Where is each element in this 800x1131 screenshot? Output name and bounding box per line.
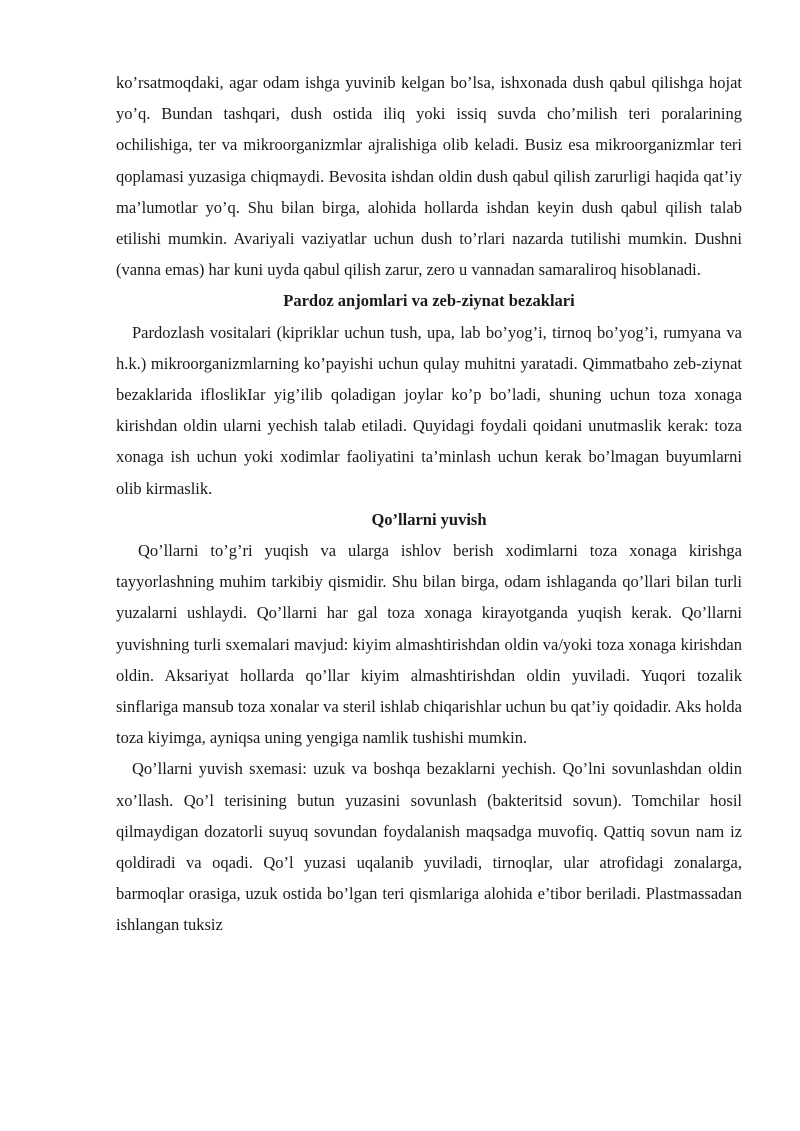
paragraph-hand-washing-scheme: Qo’llarni yuvish sxemasi: uzuk va boshqa bezaklarni yechish. Qo’lni sovunlashdan oldin xo’llash. Qo’l terisining butun yuzasini sovunlash (bakteritsid sovun). Tomchilar hosil qilmaydigan dozatorli suyuq sovundan foydalanish maqsadga muvofiq. Qattiq sovun nam iz qoldiradi va oqadi. Qo’l yuzasi uqalanib yuviladi, tirnoqlar, ular atrofidagi zonalarga, barmoqlar orasiga, uzuk ostida bo’lgan teri qismlariga alohida e’tibor beriladi. Plastmassadan ishlangan tuksiz xyxy=(116,759,742,935)
paragraph-shower: ko’rsatmoqdaki, agar odam ishga yuvinib kelgan bo’lsa, ishxonada dush qabul qilishga hojat yo’q. Bundan tashqari, dush ostida iliq yoki issiq suvda cho’milish teri poralarining ochilishiga, ter va mikroorganizmlar ajralishiga olib keladi. Busiz esa mikroorganizmlar teri qoplamasi yuzasiga chiqmaydi. Bevosita ishdan oldin dush qabul qilish zarurligi haqida qat’iy ma’lumotlar yo’q. Shu bilan birga, alohida hollarda ishdan keyin dush qabul qilish talab etilishi mumkin. Avariyali vaziyatlar uchun dush to’rlari nazarda tutilishi mumkin. Dushni (vanna emas) har kuni uyda qabul qilish zarur, zero u vannadan samaraliroq hisoblanadi. xyxy=(116,73,742,280)
document-page xyxy=(116,67,742,941)
heading-cosmetics-jewelry: Pardoz anjomlari va zeb-ziynat bezaklari xyxy=(283,291,575,311)
paragraph-hand-washing: Qo’llarni to’g’ri yuqish va ularga ishlov berish xodimlarni toza xonaga kirishga tayyorlashning muhim tarkibiy qismidir. Shu bilan birga, odam ishlaganda qo’llari bilan turli yuzalarni ushlaydi. Qo’llarni har gal toza xonaga kirayotganda yuqish kerak. Qo’llarni yuvishning turli sxemalari mavjud: kiyim almashtirishdan oldin va/yoki toza xonaga kirishdan oldin. Aksariyat hollarda qo’llar kiyim almashtirishdan oldin yuviladi. Yuqori tozalik sinflariga mansub toza xonalar va steril ishlab chiqarishlar uchun bu qat’iy qoidadir. Aks holda toza kiyimga, ayniqsa uning yengiga namlik tushishi mumkin. xyxy=(116,541,742,748)
paragraph-cosmetics: Pardozlash vositalari (kipriklar uchun tush, upa, lab bo’yog’i, tirnoq bo’yog’i, rumyana va h.k.) mikroorganizmlarning ko’payishi uchun qulay muhitni yaratadi. Qimmatbaho zeb-ziynat bezaklarida ifloslikIar yig’ilib qoladigan joylar ko’p bo’ladi, shuning uchun toza xonaga kirishdan oldin ularni yechish talab etiladi. Quyidagi foydali qoidani unutmaslik kerak: toza xonaga ish uchun yoki xodimlar faoliyatini ta’minlash uchun kerak bo’lmagan buyumlarni olib kirmaslik. xyxy=(116,322,742,498)
heading-hand-washing: Qo’llarni yuvish xyxy=(371,509,487,529)
